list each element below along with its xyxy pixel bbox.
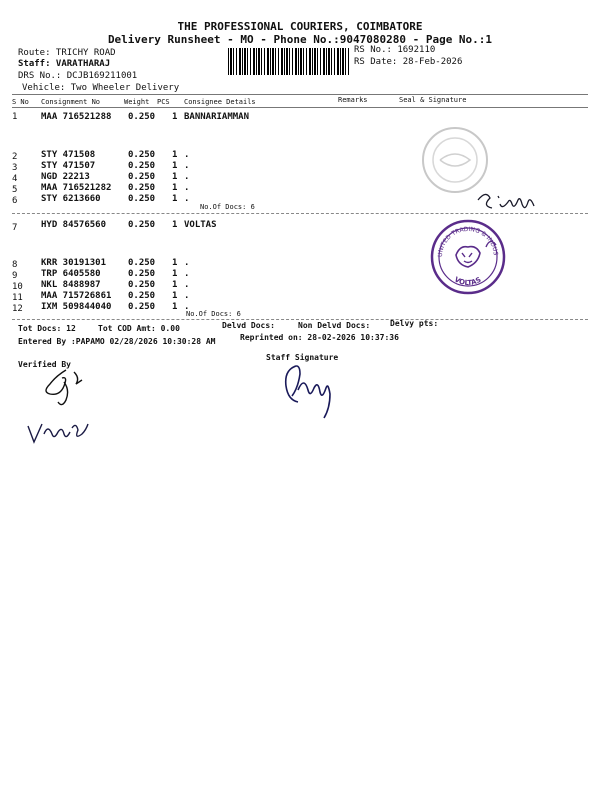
company-seal-stamp xyxy=(425,212,508,297)
verified-by-label: Verified By xyxy=(18,360,71,369)
staff-signature-label: Staff Signature xyxy=(266,353,339,362)
non-delivered-docs: Non Delvd Docs: xyxy=(298,321,371,330)
route-label: Route: TRICHY ROAD xyxy=(18,48,116,58)
reprinted-on: Reprinted on: 28-02-2026 10:37:36 xyxy=(240,333,399,342)
company-title: THE PROFESSIONAL COURIERS, COIMBATORE xyxy=(177,20,423,33)
delivered-docs: Delvd Docs: xyxy=(222,321,275,330)
col-consignment: Consignment No xyxy=(41,98,101,106)
verifier-signature xyxy=(36,366,106,411)
group-doc-count: No.Of Docs: 6 xyxy=(200,203,255,211)
verifier-initials xyxy=(24,420,94,450)
rs-number: RS No.: 1692110 xyxy=(354,45,436,55)
total-cod-amount: Tot COD Amt: 0.00 xyxy=(98,324,180,333)
group-doc-count: No.Of Docs: 6 xyxy=(186,310,241,318)
svg-text:VOLTAS: VOLTAS xyxy=(452,275,483,288)
total-docs: Tot Docs: 12 xyxy=(18,324,76,333)
runsheet-subtitle: Delivery Runsheet - MO - Phone No.:9047080280 - Page No.:1 xyxy=(107,33,493,46)
staff-label: Staff: VARATHARAJ xyxy=(18,59,111,69)
vehicle-label: Vehicle: Two Wheeler Delivery xyxy=(22,83,180,93)
col-weight: Weight xyxy=(124,98,150,106)
barcode-image xyxy=(228,48,350,75)
recipient-signature xyxy=(472,188,542,218)
col-remarks: Remarks xyxy=(338,96,368,104)
col-seal: Seal & Signature xyxy=(399,96,467,104)
rs-date: RS Date: 28-Feb-2026 xyxy=(354,57,463,67)
col-consignee: Consignee Details xyxy=(184,98,256,106)
drs-number: DRS No.: DCJB169211001 xyxy=(18,71,138,81)
col-pcs: PCS xyxy=(157,98,170,106)
entered-by: Entered By :PAPAMO 02/28/2026 10:30:28 AM xyxy=(18,337,216,346)
delivery-points: Delvy pts: xyxy=(390,319,439,328)
staff-signature xyxy=(278,360,348,430)
svg-text:UNITED TRADING & INDUSTRIES: UNITED TRADING & INDUSTRIES xyxy=(425,212,499,258)
col-sno: S No xyxy=(12,98,29,106)
